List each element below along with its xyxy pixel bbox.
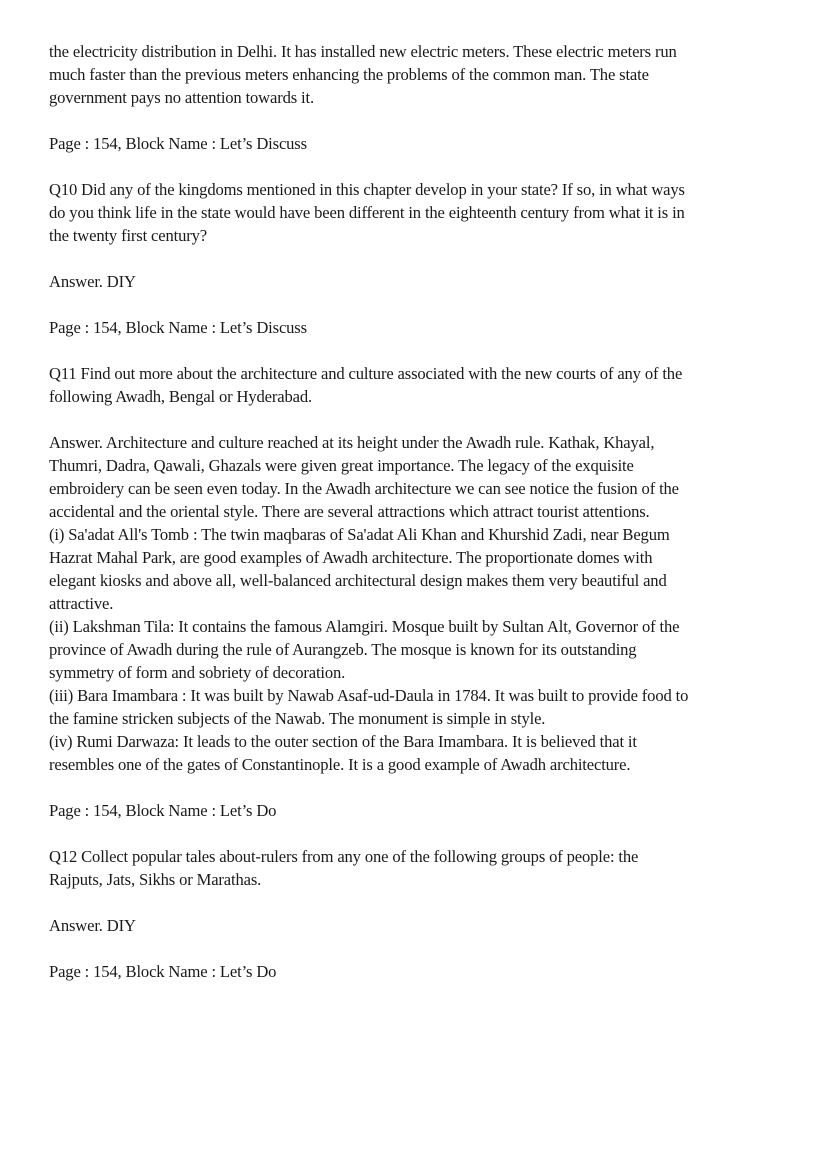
list-item-saadat-ali-tomb: (i) Sa'adat All's Tomb : The twin maqbaras of Sa'adat Ali Khan and Khurshid Zadi, near Begum (49, 525, 670, 544)
question-q10 (49, 178, 784, 247)
answer-q11 (49, 431, 784, 776)
text-line: Answer. DIY (49, 916, 136, 935)
text-line: accidental and the oriental style. There are several attractions which attract tourist attentions. (49, 502, 650, 521)
text-line: government pays no attention towards it. (49, 88, 314, 107)
text-line: Q10 Did any of the kingdoms mentioned in this chapter develop in your state? If so, in what ways (49, 180, 685, 199)
text-line: elegant kiosks and above all, well-balanced architectural design makes them very beautiful and (49, 571, 667, 590)
page-reference (49, 316, 784, 339)
text-line: Answer. DIY (49, 272, 136, 291)
question-q12 (49, 845, 784, 891)
text-line: Answer. Architecture and culture reached at its height under the Awadh rule. Kathak, Khayal, (49, 433, 655, 452)
text-line: Page : 154, Block Name : Let’s Do (49, 962, 277, 981)
list-item-lakshman-tila: (ii) Lakshman Tila: It contains the famous Alamgiri. Mosque built by Sultan Alt, Governor of the (49, 617, 680, 636)
list-item-bara-imambara: (iii) Bara Imambara : It was built by Nawab Asaf-ud-Daula in 1784. It was built to provide food to (49, 686, 689, 705)
text-line: resembles one of the gates of Constantinople. It is a good example of Awadh architecture. (49, 755, 631, 774)
text-line: Page : 154, Block Name : Let’s Discuss (49, 318, 307, 337)
text-line: following Awadh, Bengal or Hyderabad. (49, 387, 312, 406)
text-line: Q12 Collect popular tales about-rulers from any one of the following groups of people: the (49, 847, 639, 866)
continuation-paragraph (49, 40, 784, 109)
text-line: province of Awadh during the rule of Aurangzeb. The mosque is known for its outstanding (49, 640, 637, 659)
page-reference (49, 799, 784, 822)
text-line: Hazrat Mahal Park, are good examples of Awadh architecture. The proportionate domes with (49, 548, 653, 567)
text-line: the famine stricken subjects of the Nawab. The monument is simple in style. (49, 709, 546, 728)
text-line: attractive. (49, 594, 114, 613)
question-q11 (49, 362, 784, 408)
text-line: Page : 154, Block Name : Let’s Discuss (49, 134, 307, 153)
answer-q10 (49, 270, 784, 293)
text-line: Thumri, Dadra, Qawali, Ghazals were given great importance. The legacy of the exquisite (49, 456, 634, 475)
text-line: symmetry of form and sobriety of decoration. (49, 663, 346, 682)
page-reference (49, 960, 784, 983)
answer-q12 (49, 914, 784, 937)
text-line: the electricity distribution in Delhi. It has installed new electric meters. These electric meters run (49, 42, 677, 61)
text-line: Page : 154, Block Name : Let’s Do (49, 801, 277, 820)
text-line: embroidery can be seen even today. In the Awadh architecture we can see notice the fusion of the (49, 479, 679, 498)
text-line: the twenty first century? (49, 226, 207, 245)
text-line: do you think life in the state would have been different in the eighteenth century from what it is in (49, 203, 685, 222)
text-line: Q11 Find out more about the architecture and culture associated with the new courts of any of the (49, 364, 683, 383)
list-item-rumi-darwaza: (iv) Rumi Darwaza: It leads to the outer section of the Bara Imambara. It is believed that it (49, 732, 637, 751)
text-line: Rajputs, Jats, Sikhs or Marathas. (49, 870, 262, 889)
document-page (49, 40, 784, 1006)
text-line: much faster than the previous meters enhancing the problems of the common man. The state (49, 65, 649, 84)
page-reference (49, 132, 784, 155)
